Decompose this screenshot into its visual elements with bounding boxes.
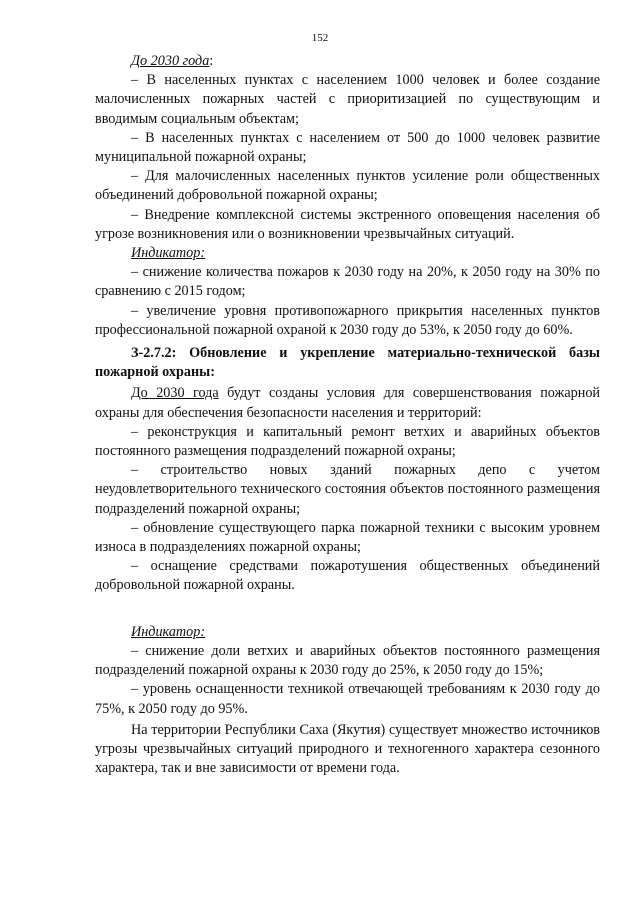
section-intro-2030b-text: будут созданы условия для совершенствования пожарной охраны для обеспечения безопасности населения и территорий: (95, 385, 601, 421)
list-item: – обновление существующего парка пожарной техники с высоким уровнем износа в подразделениях пожарной охраны; (95, 519, 600, 556)
list-item: – увеличение уровня противопожарного прикрытия населенных пунктов профессиональной пожарной охраной к 2030 году до 53%, к 2050 году до 60%. (95, 302, 600, 338)
list-item: – оснащение средствами пожаротушения общественных объединений добровольной пожарной охраны. (95, 558, 600, 594)
indicator-title-a-text: Индикатор: (131, 245, 206, 262)
section-title-2030a (95, 52, 600, 71)
indicator-title-b (95, 623, 600, 642)
closing-paragraph: На территории Республики Саха (Якутия) существует множество источников угрозы чрезвычайных ситуаций природного и техногенного характера сезонного характера, так и вне зависимости от времени года. (95, 721, 600, 777)
list-item: – В населенных пунктах с населением 1000 человек и более создание малочисленных пожарных частей с приоритизацией по существующим и вводимым социальным объектам; (95, 72, 600, 127)
indicator-title-a (95, 244, 600, 263)
list-item: – Для малочисленных населенных пунктов усиление роли общественных объединений добровольной пожарной охраны; (95, 168, 600, 204)
list-item: – уровень оснащенности техникой отвечающей требованиям к 2030 году до 75%, к 2050 году до 95%. (95, 681, 600, 717)
page-number: 152 (311, 32, 329, 44)
document-body (95, 52, 600, 778)
section-title-2030a-text: До 2030 года (131, 53, 210, 69)
list-item: – Внедрение комплексной системы экстренного оповещения населения об угрозе возникновения или о возникновении чрезвычайных ситуаций. (95, 206, 600, 242)
list-item: – В населенных пунктах с населением от 500 до 1000 человек развитие муниципальной пожарной охраны; (95, 129, 600, 166)
list-item: – снижение количества пожаров к 2030 году на 20%, к 2050 году на 30% по сравнению с 2015 годом; (95, 264, 600, 300)
list-item: – реконструкция и капитальный ремонт ветхих и аварийных объектов постоянного размещения подразделений пожарной охраны; (95, 423, 600, 460)
section-intro-2030b (95, 384, 600, 422)
spacer (95, 596, 600, 623)
section-title-2030a-suffix: : (209, 53, 214, 69)
list-item: – снижение доли ветхих и аварийных объектов постоянного размещения подразделений пожарной охраны к 2030 году до 25%, к 2050 году до 15%; (95, 642, 600, 679)
section-heading: З-2.7.2: Обновление и укрепление материально-технической базы пожарной охраны: (95, 345, 600, 381)
section-title-2030b-text: До 2030 года (131, 385, 219, 402)
indicator-title-b-text: Индикатор: (131, 623, 206, 640)
list-item: – строительство новых зданий пожарных депо с учетом неудовлетворительного технического состояния объектов постоянного размещения подразделений пожарной охраны; (95, 462, 600, 517)
